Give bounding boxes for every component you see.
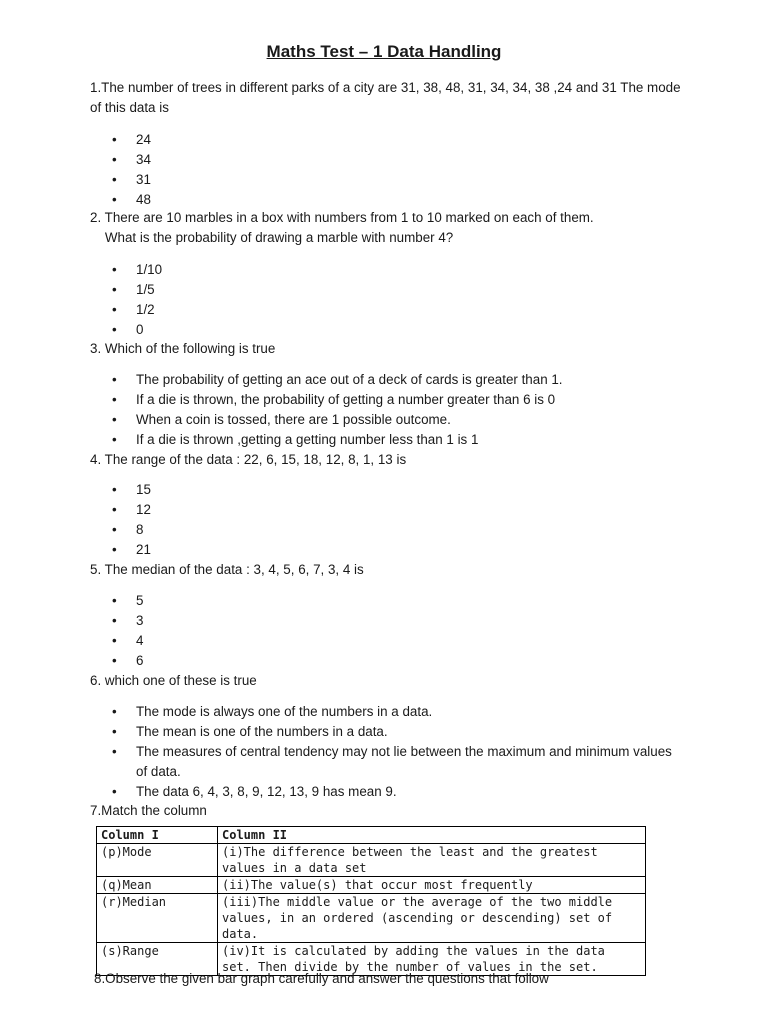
option: • The data 6, 4, 3, 8, 9, 12, 13, 9 has mean 9. — [112, 782, 682, 802]
page-title: Maths Test – 1 Data Handling — [266, 42, 502, 61]
question-3-text: 3. Which of the following is true — [90, 341, 276, 356]
option: • 4 — [112, 631, 682, 651]
table-header-row — [97, 827, 646, 844]
question-1-options — [112, 130, 682, 210]
table-cell: (iv)It is calculated by adding the values in the data set. Then divide by the number of values in the set. — [218, 943, 646, 976]
option: • The mean is one of the numbers in a data. — [112, 722, 682, 742]
option: • The measures of central tendency may not lie between the maximum and minimum values of data. — [112, 742, 682, 782]
option: • 0 — [112, 320, 682, 340]
option: • 5 — [112, 591, 682, 611]
option: • 24 — [112, 130, 682, 150]
match-table — [96, 826, 646, 976]
option: • The mode is always one of the numbers in a data. — [112, 702, 682, 722]
question-3-options — [112, 370, 682, 450]
option: • 3 — [112, 611, 682, 631]
question-8-text: 8.Observe the given bar graph carefully and answer the questions that follow — [94, 971, 549, 986]
option: • 21 — [112, 540, 682, 560]
table-cell: (r)Median — [97, 894, 218, 943]
table-cell: (i)The difference between the least and the greatest values in a data set — [218, 844, 646, 877]
option: • 31 — [112, 170, 682, 190]
table-cell: (q)Mean — [97, 877, 218, 894]
column-header: Column I — [97, 827, 218, 844]
option: • 1/2 — [112, 300, 682, 320]
question-6-text: 6. which one of these is true — [90, 673, 257, 688]
table-cell: (iii)The middle value or the average of the two middle values, in an ordered (ascending or descending) set of data. — [218, 894, 646, 943]
option: • 1/10 — [112, 260, 682, 280]
option: • 1/5 — [112, 280, 682, 300]
option: • The probability of getting an ace out of a deck of cards is greater than 1. — [112, 370, 682, 390]
table-row — [97, 877, 646, 894]
table-row — [97, 894, 646, 943]
option: • When a coin is tossed, there are 1 possible outcome. — [112, 410, 682, 430]
option: • 8 — [112, 520, 682, 540]
option: • 34 — [112, 150, 682, 170]
question-1-text: 1.The number of trees in different parks of a city are 31, 38, 48, 31, 34, 34, 38 ,24 and 31 The mode of this data is — [90, 80, 681, 115]
option: • 15 — [112, 480, 682, 500]
question-4-text: 4. The range of the data : 22, 6, 15, 18, 12, 8, 1, 13 is — [90, 452, 407, 467]
question-7-text: 7.Match the column — [90, 803, 207, 818]
question-2-text: 2. There are 10 marbles in a box with numbers from 1 to 10 marked on each of them. What is the probability of drawing a marble with number 4? — [90, 210, 594, 245]
column-header: Column II — [218, 827, 646, 844]
option: • 12 — [112, 500, 682, 520]
table-row — [97, 844, 646, 877]
question-5-text: 5. The median of the data : 3, 4, 5, 6, 7, 3, 4 is — [90, 562, 364, 577]
question-6-options — [112, 702, 682, 802]
option: • If a die is thrown ,getting a getting number less than 1 is 1 — [112, 430, 682, 450]
question-4-options — [112, 480, 682, 560]
table-cell: (ii)The value(s) that occur most frequently — [218, 877, 646, 894]
question-5-options — [112, 591, 682, 671]
question-2-options — [112, 260, 682, 340]
option: • 48 — [112, 190, 682, 210]
option: • If a die is thrown, the probability of getting a number greater than 6 is 0 — [112, 390, 682, 410]
option: • 6 — [112, 651, 682, 671]
table-cell: (p)Mode — [97, 844, 218, 877]
table-cell: (s)Range — [97, 943, 218, 976]
